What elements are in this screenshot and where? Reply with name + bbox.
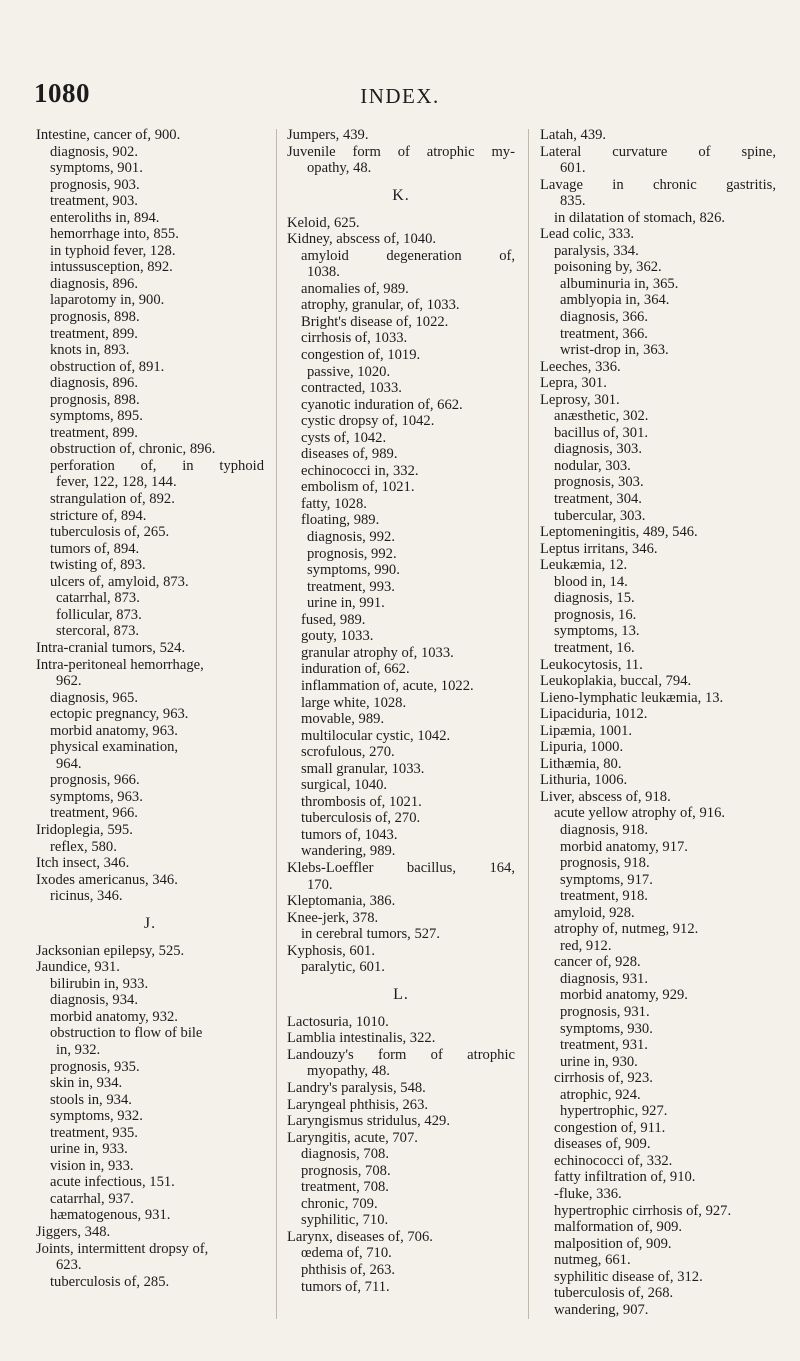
index-subentry: passive, 1020. [307,363,391,380]
index-column-3 [540,127,776,1318]
index-subentry: prognosis, 708. [301,1162,391,1179]
index-subentry: strangulation of, 892. [50,491,175,508]
index-entry: Laryngeal phthisis, 263. [287,1096,429,1113]
index-subentry: floating, 989. [301,512,380,529]
word: of [430,1046,443,1063]
word: degeneration [386,247,462,264]
index-subentry: prognosis, 935. [50,1058,140,1075]
index-subentry: ectopic pregnancy, 963. [50,706,189,723]
index-entry: Jumpers, 439. [287,127,369,143]
index-subentry: diagnosis, 896. [50,275,138,292]
index-subentry: tumors of, 1043. [301,826,398,843]
index-subentry: prognosis, 898. [50,391,140,408]
index-subentry: symptoms, 901. [50,160,143,177]
index-subentry: malposition of, 909. [554,1235,672,1252]
word: Landouzy's [287,1046,354,1063]
word: Lateral [540,143,582,160]
index-entry [287,860,515,877]
index-subentry: small granular, 1033. [301,760,425,777]
index-entry: Iridoplegia, 595. [36,821,133,838]
index-subentry: hypertrophic cirrhosis of, 927. [554,1202,732,1219]
index-subentry: treatment, 899. [50,424,138,441]
index-subentry: congestion of, 1019. [301,347,421,364]
word: form [377,1046,407,1063]
index-subentry: 962. [56,673,82,690]
index-subentry: stools in, 934. [50,1091,132,1108]
index-subentry: large white, 1028. [301,694,407,711]
index-subentry: in dilatation of stomach, 826. [554,209,726,226]
index-subentry: red, 912. [560,937,612,954]
index-subentry: tuberculosis of, 268. [554,1285,674,1302]
index-entry: Leptus irritans, 346. [540,540,658,557]
index-subentry: obstruction of, chronic, 896. [50,441,216,458]
index-subentry: treatment, 918. [560,888,648,905]
index-subentry: intussusception, 892. [50,259,173,276]
index-subentry: diagnosis, 902. [50,143,138,160]
index-subentry: fatty infiltration of, 910. [554,1169,696,1186]
word: in [182,457,194,474]
index-subentry: fever, 122, 128, 144. [56,474,177,491]
index-entry: Lipuria, 1000. [540,739,624,756]
index-subentry: ulcers of, amyloid, 873. [50,573,189,590]
index-subentry: 1038. [307,264,340,281]
index-subentry: phthisis of, 263. [301,1262,396,1278]
index-subentry: prognosis, 931. [560,1003,650,1020]
index-subentry: in cerebral tumors, 527. [301,926,441,943]
index-subentry: symptoms, 930. [560,1020,653,1037]
word: form [352,143,381,160]
section-letter: L. [393,985,409,1003]
word: chronic [653,176,697,193]
index-subentry: diseases of, 989. [301,446,398,463]
index-subentry: wandering, 989. [301,843,396,860]
index-subentry: ricinus, 346. [50,888,123,905]
index-subentry: malformation of, 909. [554,1219,683,1236]
index-subentry: syphilitic, 710. [301,1212,389,1229]
index-subentry: reflex, 580. [50,838,117,855]
index-entry [287,144,515,161]
index-subentry: urine in, 930. [560,1053,638,1070]
index-subentry: opathy, 48. [307,160,372,177]
index-subentry: laparotomy in, 900. [50,292,165,309]
index-entry: Lactosuria, 1010. [287,1013,389,1030]
word: curvature [612,143,668,160]
index-subentry: tumors of, 894. [50,540,140,557]
index-subentry: morbid anatomy, 917. [560,838,688,855]
index-entry [540,177,776,194]
index-subentry: treatment, 993. [307,578,395,595]
index-subentry: cystic dropsy of, 1042. [301,413,435,430]
word: Klebs-Loeffler [287,859,374,876]
index-subentry: symptoms, 917. [560,871,653,888]
index-subentry: 170. [307,876,333,893]
index-subentry: treatment, 899. [50,325,138,342]
word: atrophic [467,1046,515,1063]
index-subentry: symptoms, 963. [50,788,143,805]
index-subentry: treatment, 931. [560,1037,648,1054]
word: typhoid [219,457,264,474]
index-subentry: amyloid, 928. [554,904,635,921]
index-subentry: echinococci of, 332. [554,1152,673,1169]
index-entry: Kyphosis, 601. [287,942,375,959]
index-entry: Kleptomania, 386. [287,893,396,910]
index-entry: Lamblia intestinalis, 322. [287,1030,436,1047]
word: of, [140,457,157,474]
index-entry: Lepra, 301. [540,375,607,392]
index-subentry: treatment, 16. [554,639,635,656]
index-subentry: movable, 989. [301,711,385,728]
index-subentry: thrombosis of, 1021. [301,793,422,810]
index-subentry: congestion of, 911. [554,1119,666,1136]
index-subentry: 964. [56,755,82,772]
index-subentry: morbid anatomy, 963. [50,722,178,739]
index-entry: Lead colic, 333. [540,226,635,243]
index-subentry: scrofulous, 270. [301,744,395,761]
index-subentry: treatment, 903. [50,193,138,210]
index-subentry: poisoning by, 362. [554,259,662,276]
word: of, [499,247,515,264]
index-subentry: catarrhal, 873. [56,590,140,607]
index-entry: Jiggers, 348. [36,1224,111,1240]
index-subentry: nodular, 303. [554,457,631,474]
index-entry [287,1047,515,1064]
index-entry: Jaundice, 931. [36,959,120,976]
index-subentry: prognosis, 16. [554,606,637,623]
index-subentry: wrist-drop in, 363. [560,342,669,359]
section-letter: J. [143,914,157,932]
index-subentry: diagnosis, 366. [560,309,648,326]
index-subentry: surgical, 1040. [301,777,388,794]
index-entry: Intra-peritoneal hemorrhage, [36,656,204,673]
index-subentry: urine in, 991. [307,595,385,612]
index-entry: Laryngitis, acute, 707. [287,1129,418,1146]
index-subentry: morbid anatomy, 929. [560,987,688,1004]
index-subentry: cirrhosis of, 1033. [301,330,408,347]
index-subentry: urine in, 933. [50,1141,128,1158]
index-entry: Lipaciduria, 1012. [540,706,648,723]
index-subentry: anomalies of, 989. [301,280,409,297]
word: 164, [489,859,515,876]
word: amyloid [301,247,349,264]
word: atrophic [426,143,475,160]
index-subentry: tuberculosis of, 270. [301,810,421,827]
index-subentry: diagnosis, 992. [307,529,395,546]
index-entry: Lithæmia, 80. [540,755,622,772]
index-entry: Lieno-lymphatic leukæmia, 13. [540,689,724,706]
index-subentry: bacillus of, 301. [554,424,649,441]
index-subentry: in typhoid fever, 128. [50,242,176,259]
index-subentry: 623. [56,1257,82,1274]
index-subentry [36,458,264,475]
index-entry: Landry's paralysis, 548. [287,1079,426,1096]
index-subentry: hypertrophic, 927. [560,1103,668,1120]
index-subentry: granular atrophy of, 1033. [301,644,454,661]
column-divider [528,129,529,1319]
index-subentry: stricture of, 894. [50,507,147,524]
index-subentry: cancer of, 928. [554,954,641,971]
index-subentry: knots in, 893. [50,342,130,359]
index-subentry: prognosis, 903. [50,176,140,193]
index-subentry [287,248,515,265]
index-subentry: anæsthetic, 302. [554,408,649,425]
index-entry: Leprosy, 301. [540,391,620,408]
index-subentry: fused, 989. [301,611,366,628]
index-subentry: symptoms, 13. [554,623,640,640]
index-subentry: morbid anatomy, 932. [50,1008,178,1025]
index-subentry: catarrhal, 937. [50,1190,134,1207]
index-subentry: enteroliths in, 894. [50,209,160,226]
index-subentry: -fluke, 336. [554,1186,622,1202]
index-subentry: vision in, 933. [50,1157,134,1174]
index-entry: Lipæmia, 1001. [540,722,633,739]
index-entry: Larynx, diseases of, 706. [287,1228,433,1245]
index-subentry: fatty, 1028. [301,495,367,512]
index-subentry: atrophy, granular, of, 1033. [301,297,460,314]
index-subentry: tuberculosis of, 285. [50,1273,170,1290]
index-subentry: nutmeg, 661. [554,1252,631,1269]
index-subentry: diseases of, 909. [554,1136,651,1153]
word: of [698,143,711,160]
index-subentry: atrophic, 924. [560,1086,641,1103]
index-subentry: 601. [560,160,586,177]
index-subentry: prognosis, 966. [50,772,140,789]
index-subentry: contracted, 1033. [301,380,402,397]
index-column-2 [287,127,515,1295]
index-subentry: symptoms, 990. [307,562,400,579]
index-subentry: bilirubin in, 933. [50,975,149,992]
index-subentry: prognosis, 918. [560,855,650,872]
index-subentry: treatment, 935. [50,1124,138,1141]
index-subentry: diagnosis, 965. [50,689,138,706]
index-entry: Intra-cranial tumors, 524. [36,639,186,656]
index-subentry: follicular, 873. [56,606,142,623]
index-subentry: diagnosis, 934. [50,992,138,1009]
index-entry: Leukoplakia, buccal, 794. [540,673,692,690]
index-subentry: acute infectious, 151. [50,1174,175,1191]
index-subentry: diagnosis, 896. [50,375,138,392]
index-entry: Joints, intermittent dropsy of, [36,1240,209,1257]
index-subentry: in, 932. [56,1041,101,1058]
index-subentry: syphilitic disease of, 312. [554,1268,703,1285]
index-subentry: hæmatogenous, 931. [50,1207,171,1224]
index-subentry: acute yellow atrophy of, 916. [554,805,726,822]
word: of [397,143,410,160]
index-subentry: cirrhosis of, 923. [554,1070,653,1087]
index-subentry: tuberculosis of, 265. [50,524,170,541]
column-divider [276,129,277,1319]
index-entry: Leeches, 336. [540,358,621,375]
index-subentry: diagnosis, 931. [560,970,648,987]
index-subentry: blood in, 14. [554,573,628,590]
index-subentry: inflammation of, acute, 1022. [301,677,474,694]
index-subentry: myopathy, 48. [307,1063,390,1080]
index-subentry: albuminuria in, 365. [560,275,679,292]
index-subentry: symptoms, 895. [50,408,143,425]
index-subentry: œdema of, 710. [301,1245,392,1262]
index-subentry: multilocular cystic, 1042. [301,727,451,744]
index-subentry: diagnosis, 303. [554,441,642,458]
index-subentry: induration of, 662. [301,661,410,678]
index-subentry: amblyopia in, 364. [560,292,670,309]
index-subentry: physical examination, [50,739,179,756]
word: bacillus, [406,859,456,876]
index-subentry: cysts of, 1042. [301,429,387,446]
index-subentry: echinococci in, 332. [301,462,419,479]
section-letter: K. [392,186,410,204]
index-entry [540,144,776,161]
index-subentry: prognosis, 992. [307,545,397,562]
word: in [612,176,624,193]
index-entry: Leukocytosis, 11. [540,656,643,673]
index-subentry: chronic, 709. [301,1195,378,1212]
index-entry: Keloid, 625. [287,214,360,231]
word: Juvenile [287,143,336,160]
index-subentry: treatment, 366. [560,325,648,342]
index-subentry: treatment, 708. [301,1179,389,1196]
index-subentry: twisting of, 893. [50,557,146,574]
index-subentry: atrophy of, nutmeg, 912. [554,921,699,938]
page-header [0,0,800,110]
index-subentry: gouty, 1033. [301,628,374,645]
index-entry: Ixodes americanus, 346. [36,871,178,888]
word: Lavage [540,176,583,193]
page-number: 1080 [34,78,90,108]
index-entry: Liver, abscess of, 918. [540,788,671,805]
index-entry: Knee-jerk, 378. [287,909,379,926]
index-subentry: prognosis, 303. [554,474,644,491]
index-subentry: treatment, 304. [554,491,642,508]
index-subentry: diagnosis, 15. [554,590,635,607]
index-subentry: obstruction of, 891. [50,358,165,375]
index-entry: Intestine, cancer of, 900. [36,127,181,143]
running-head: INDEX. [360,84,440,108]
index-entry: Lithuria, 1006. [540,772,628,789]
index-subentry: tubercular, 303. [554,507,646,524]
index-entry: Leptomeningitis, 489, 546. [540,524,698,541]
index-entry: Laryngismus stridulus, 429. [287,1113,450,1130]
index-column-1 [36,127,264,1290]
index-subentry: embolism of, 1021. [301,479,415,496]
index-entry: Itch insect, 346. [36,855,130,872]
index-columns [0,127,800,1327]
index-subentry: 835. [560,193,586,210]
index-subentry: skin in, 934. [50,1075,123,1092]
word: gastritis, [726,176,776,193]
index-subentry: stercoral, 873. [56,623,140,640]
index-subentry: symptoms, 932. [50,1108,143,1125]
index-subentry: prognosis, 898. [50,309,140,326]
index-subentry: treatment, 966. [50,805,138,822]
index-entry: Latah, 439. [540,127,607,143]
word: spine, [741,143,776,160]
word: my- [491,143,515,160]
index-entry: Kidney, abscess of, 1040. [287,231,437,248]
index-subentry: paralysis, 334. [554,242,639,259]
index-subentry: Bright's disease of, 1022. [301,313,449,330]
index-subentry: cyanotic induration of, 662. [301,396,463,413]
index-subentry: paralytic, 601. [301,959,385,976]
index-subentry: diagnosis, 918. [560,821,648,838]
word: perforation [50,457,115,474]
index-subentry: tumors of, 711. [301,1278,390,1295]
index-entry: Leukæmia, 12. [540,557,628,574]
index-subentry: obstruction to flow of bile [50,1025,203,1042]
index-subentry: hemorrhage into, 855. [50,226,179,243]
index-entry: Jacksonian epilepsy, 525. [36,942,185,959]
index-subentry: diagnosis, 708. [301,1146,389,1163]
index-subentry: wandering, 907. [554,1301,649,1318]
